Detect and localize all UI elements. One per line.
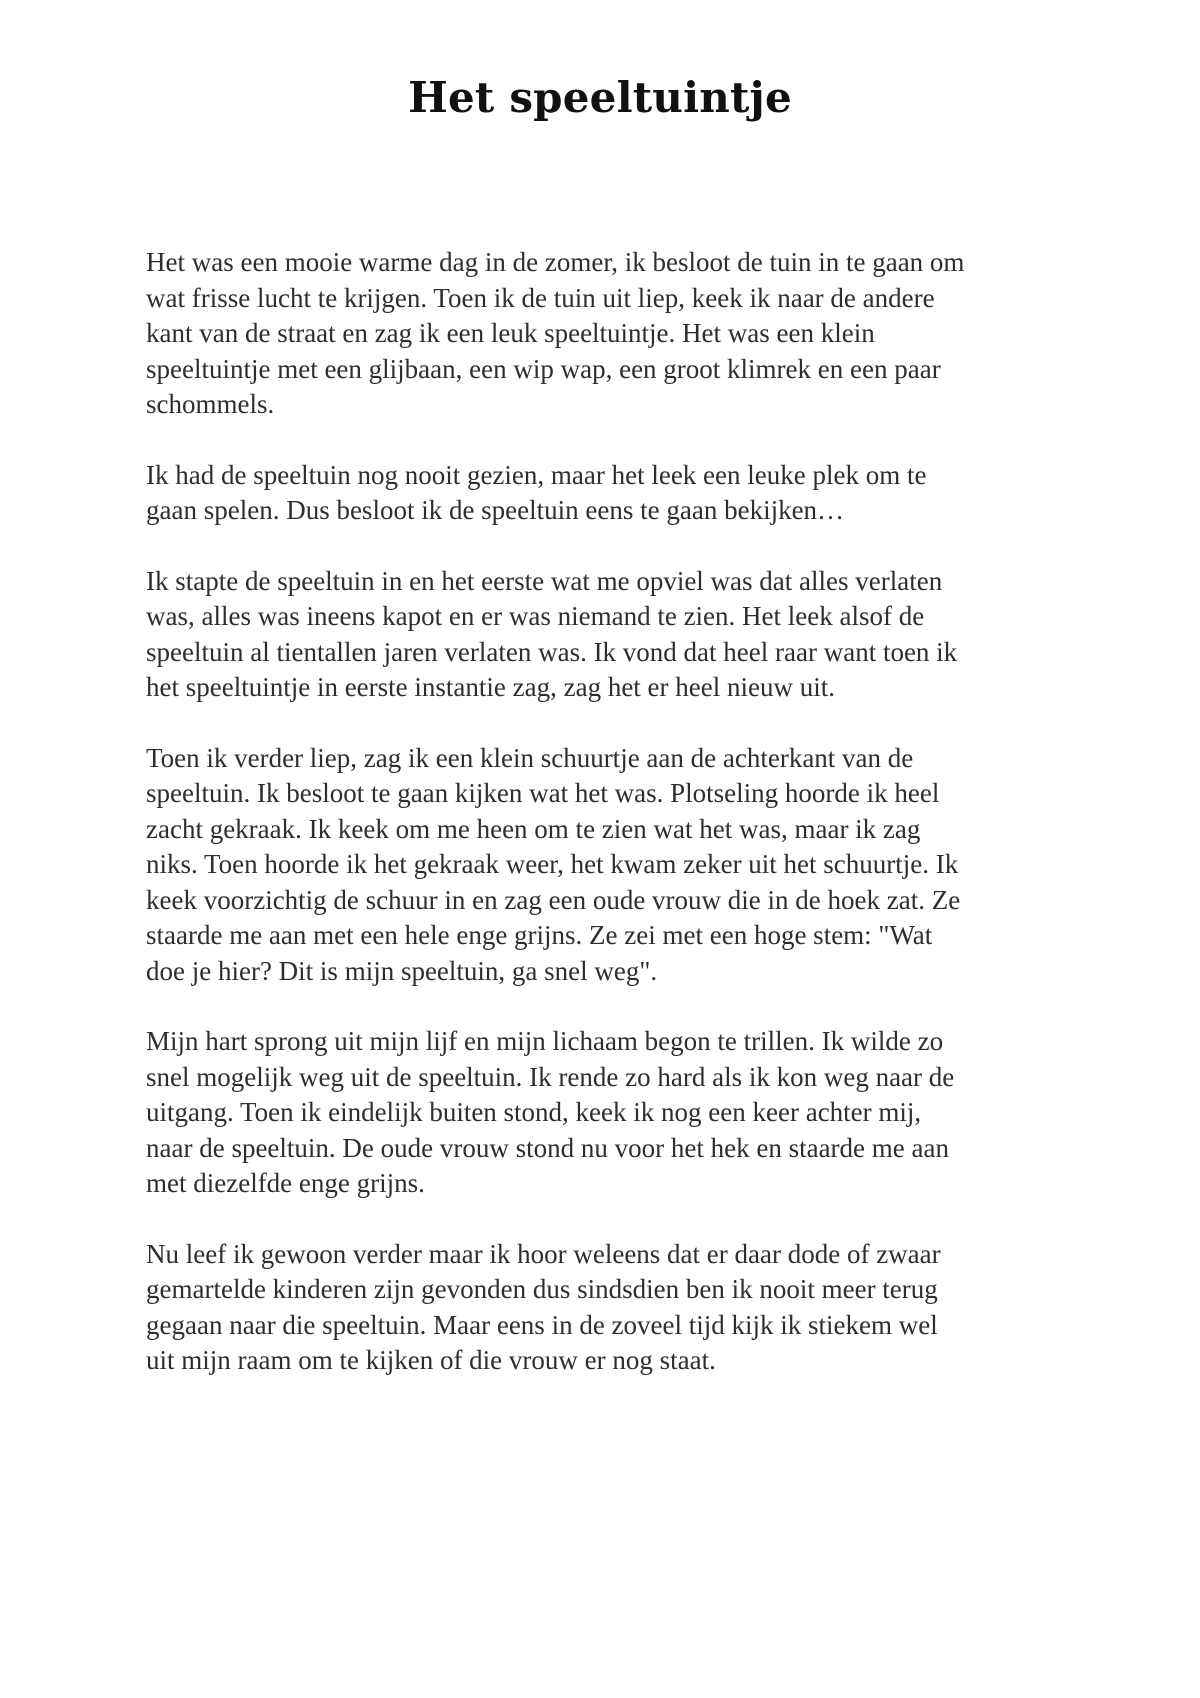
paragraph-line: zacht gekraak. Ik keek om me heen om te zien wat het was, maar ik zag bbox=[146, 813, 921, 844]
paragraph-line: doe je hier? Dit is mijn speeltuin, ga snel weg". bbox=[146, 955, 658, 986]
paragraph-line: Ik had de speeltuin nog nooit gezien, maar het leek een leuke plek om te bbox=[146, 459, 927, 490]
paragraph-2 bbox=[146, 458, 1086, 529]
paragraph-line: gemartelde kinderen zijn gevonden dus sindsdien ben ik nooit meer terug bbox=[146, 1274, 938, 1304]
paragraph-3 bbox=[146, 564, 1086, 706]
paragraph-line: snel mogelijk weg uit de speeltuin. Ik rende zo hard als ik kon weg naar de bbox=[146, 1061, 955, 1092]
paragraph-4 bbox=[146, 741, 1086, 990]
document-title: Het speeltuintje bbox=[408, 73, 792, 122]
paragraph-line: niks. Toen hoorde ik het gekraak weer, het kwam zeker uit het schuurtje. Ik bbox=[146, 849, 959, 879]
paragraph-line: Ik stapte de speeltuin in en het eerste wat me opviel was dat alles verlaten bbox=[146, 565, 943, 596]
paragraph-line: Mijn hart sprong uit mijn lijf en mijn lichaam begon te trillen. Ik wilde zo bbox=[146, 1026, 944, 1056]
paragraph-line: uit mijn raam om te kijken of die vrouw er nog staat. bbox=[146, 1345, 716, 1375]
paragraph-line: Toen ik verder liep, zag ik een klein schuurtje aan de achterkant van de bbox=[146, 742, 914, 773]
paragraph-line: naar de speeltuin. De oude vrouw stond nu voor het hek en staarde me aan bbox=[146, 1132, 949, 1163]
paragraph-line: wat frisse lucht te krijgen. Toen ik de tuin uit liep, keek ik naar de andere bbox=[146, 282, 935, 313]
paragraph-line: speeltuin al tientallen jaren verlaten was. Ik vond dat heel raar want toen ik bbox=[146, 636, 958, 667]
paragraph-line: Het was een mooie warme dag in de zomer, ik besloot de tuin in te gaan om bbox=[146, 247, 965, 277]
paragraph-line: was, alles was ineens kapot en er was niemand te zien. Het leek alsof de bbox=[146, 601, 925, 631]
paragraph-6 bbox=[146, 1237, 1086, 1379]
paragraph-line: keek voorzichtig de schuur in en zag een oude vrouw die in de hoek zat. Ze bbox=[146, 884, 961, 915]
paragraph-line: met diezelfde enge grijns. bbox=[146, 1168, 425, 1198]
paragraph-line: speeltuin. Ik besloot te gaan kijken wat het was. Plotseling hoorde ik heel bbox=[146, 778, 940, 808]
paragraph-line: staarde me aan met een hele enge grijns. Ze zei met een hoge stem: "Wat bbox=[146, 920, 933, 950]
paragraph-line: het speeltuintje in eerste instantie zag, zag het er heel nieuw uit. bbox=[146, 672, 835, 702]
paragraph-5 bbox=[146, 1024, 1086, 1202]
document-body bbox=[146, 245, 1086, 1414]
paragraph-line: Nu leef ik gewoon verder maar ik hoor weleens dat er daar dode of zwaar bbox=[146, 1238, 941, 1269]
paragraph-1 bbox=[146, 245, 1086, 423]
paragraph-line: uitgang. Toen ik eindelijk buiten stond, keek ik nog een keer achter mij, bbox=[146, 1097, 922, 1127]
paragraph-line: gaan spelen. Dus besloot ik de speeltuin eens te gaan bekijken… bbox=[146, 495, 845, 525]
paragraph-line: kant van de straat en zag ik een leuk speeltuintje. Het was een klein bbox=[146, 318, 875, 348]
paragraph-line: gegaan naar die speeltuin. Maar eens in de zoveel tijd kijk ik stiekem wel bbox=[146, 1309, 938, 1340]
paragraph-line: schommels. bbox=[146, 389, 275, 419]
paragraph-line: speeltuintje met een glijbaan, een wip wap, een groot klimrek en een paar bbox=[146, 353, 941, 384]
